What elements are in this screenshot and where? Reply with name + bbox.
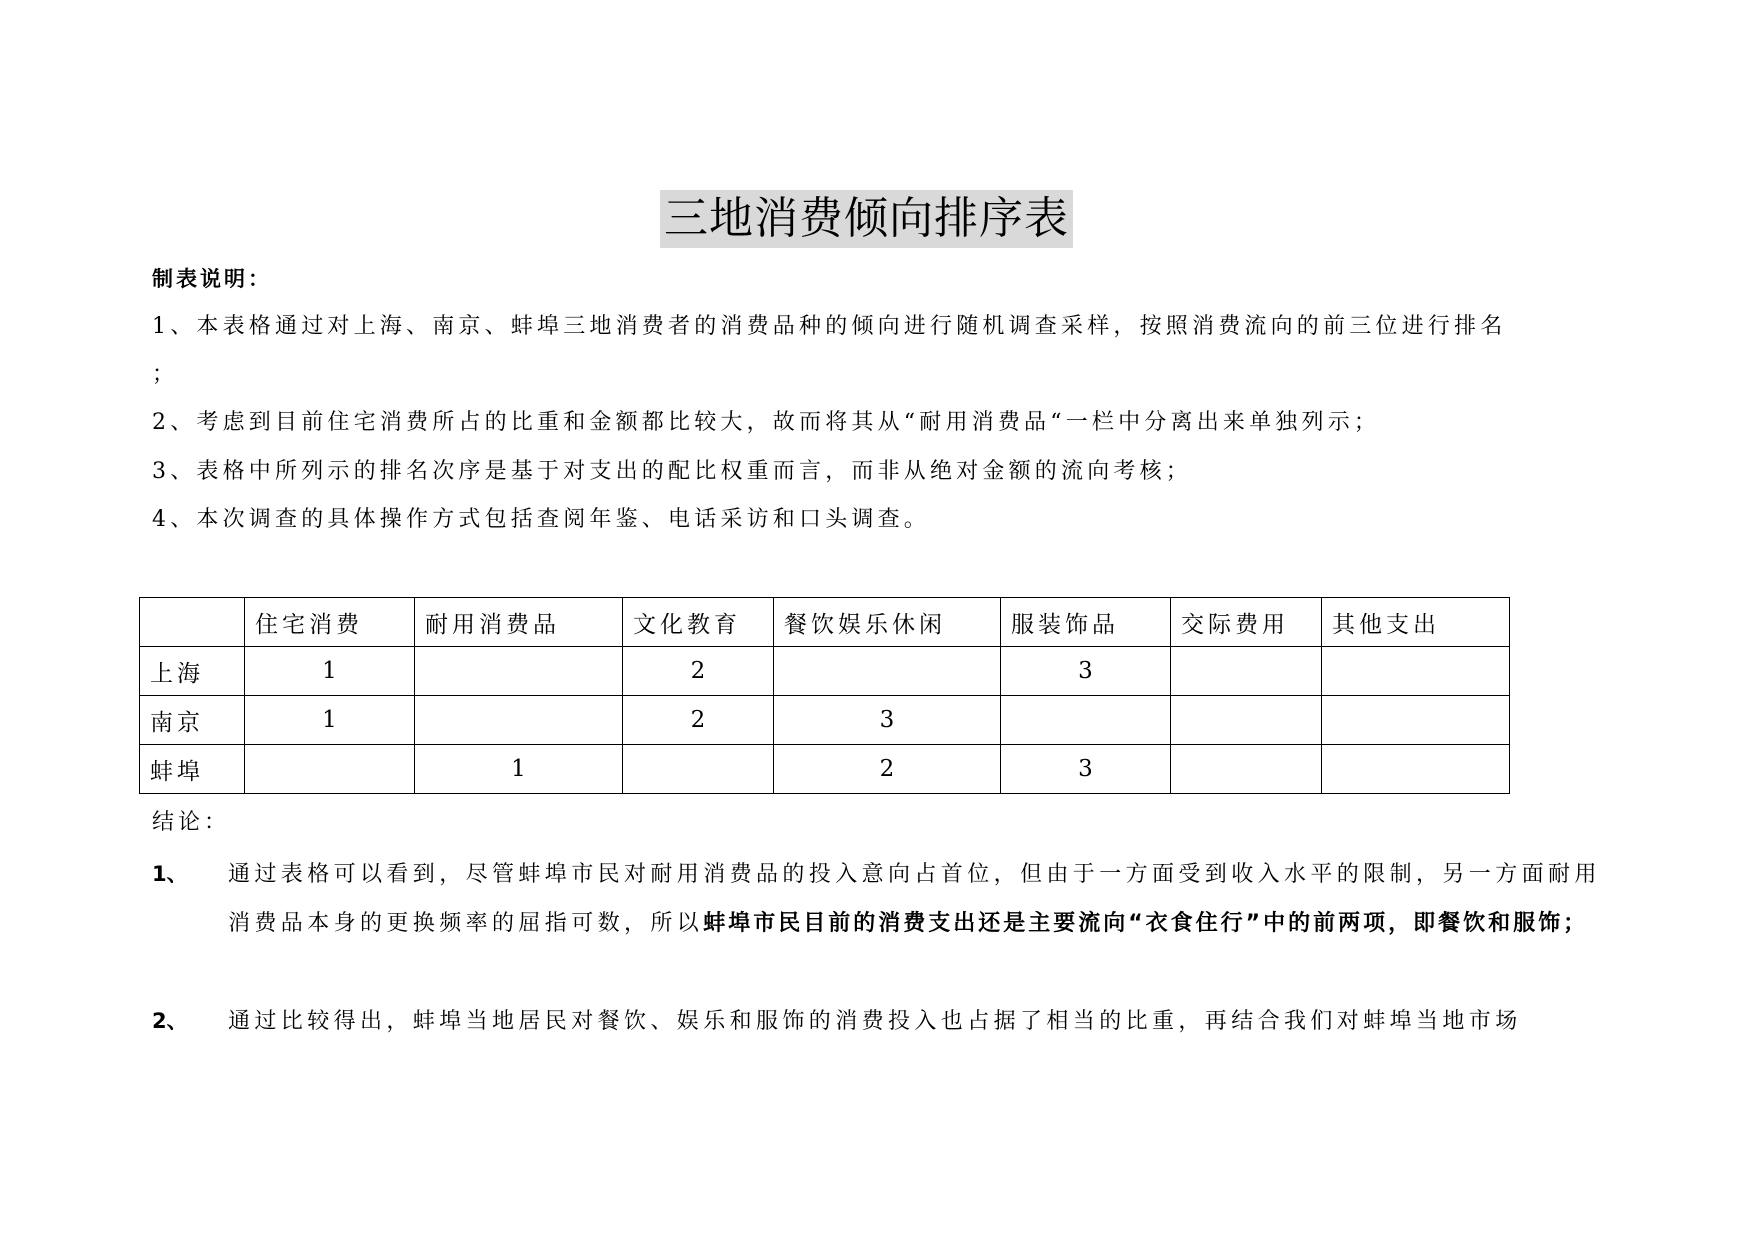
- table-header-cell: [140, 598, 245, 647]
- note-line-3: 3、表格中所列示的排名次序是基于对支出的配比权重而言，而非从绝对金额的流向考核；: [152, 459, 1192, 484]
- rank-cell: [1322, 745, 1510, 794]
- rank-cell: [774, 647, 1001, 696]
- rank-cell: 1: [245, 696, 415, 745]
- rank-cell: [415, 647, 623, 696]
- table-header-cell: 交际费用: [1171, 598, 1322, 647]
- rank-cell: 3: [774, 696, 1001, 745]
- rank-cell: 1: [245, 647, 415, 696]
- table-row: [140, 745, 1510, 794]
- ranking-table: [139, 597, 1510, 794]
- conclusion-item-text: [228, 997, 1618, 1046]
- page-title: 三地消费倾向排序表: [660, 190, 1073, 248]
- rank-cell: [1171, 745, 1322, 794]
- rank-cell: 2: [623, 647, 774, 696]
- table-header-cell: 其他支出: [1322, 598, 1510, 647]
- conclusion-item-number: 2、: [152, 1009, 188, 1033]
- rank-cell: 1: [415, 745, 623, 794]
- rank-cell: [245, 745, 415, 794]
- city-cell: 上海: [140, 647, 245, 696]
- conclusion-heading: 结论：: [152, 810, 231, 835]
- table-header-cell: 耐用消费品: [415, 598, 623, 647]
- table-header-cell: 文化教育: [623, 598, 774, 647]
- rank-cell: 3: [1001, 745, 1171, 794]
- rank-cell: [415, 696, 623, 745]
- rank-cell: [623, 745, 774, 794]
- rank-cell: [1322, 696, 1510, 745]
- rank-cell: [1322, 647, 1510, 696]
- rank-cell: 3: [1001, 647, 1171, 696]
- rank-cell: [1001, 696, 1171, 745]
- conclusion-item-text-regular: 通过比较得出，蚌埠当地居民对餐饮、娱乐和服饰的消费投入也占据了相当的比重，再结合我们对蚌埠当地市场: [228, 1009, 1522, 1034]
- conclusion-item-text-bold: 蚌埠市民目前的消费支出还是主要流向“衣食住行”中的前两项，即餐饮和服饰；: [703, 911, 1589, 936]
- note-line-1-continuation: ；: [152, 362, 179, 387]
- table-header-cell: 服装饰品: [1001, 598, 1171, 647]
- note-line-1: 1、本表格通过对上海、南京、蚌埠三地消费者的消费品种的倾向进行随机调查采样，按照消费流向的前三位进行排名: [152, 314, 1507, 339]
- table-row: [140, 647, 1510, 696]
- table-header-cell: 住宅消费: [245, 598, 415, 647]
- conclusion-item-number: 1、: [152, 862, 188, 886]
- rank-cell: [1171, 647, 1322, 696]
- rank-cell: 2: [774, 745, 1001, 794]
- conclusion-item-text: [228, 850, 1618, 948]
- note-line-2: 2、考虑到目前住宅消费所占的比重和金额都比较大，故而将其从“耐用消费品“一栏中分离出来单独列示；: [152, 410, 1381, 435]
- table-row: [140, 696, 1510, 745]
- note-line-4: 4、本次调查的具体操作方式包括查阅年鉴、电话采访和口头调查。: [152, 507, 930, 532]
- conclusion-item-text-regular: 通过表格可以看到，尽管蚌埠市民对耐用消费品的投入意向占首位，但由于一方面受到收入水平的限制，另一方面耐用消费品本身的更换频率的屈指可数，所以: [228, 862, 1601, 936]
- city-cell: 南京: [140, 696, 245, 745]
- city-cell: 蚌埠: [140, 745, 245, 794]
- table-header-cell: 餐饮娱乐休闲: [774, 598, 1001, 647]
- table-header-row: [140, 598, 1510, 647]
- rank-cell: 2: [623, 696, 774, 745]
- notes-heading: 制表说明：: [152, 267, 272, 291]
- rank-cell: [1171, 696, 1322, 745]
